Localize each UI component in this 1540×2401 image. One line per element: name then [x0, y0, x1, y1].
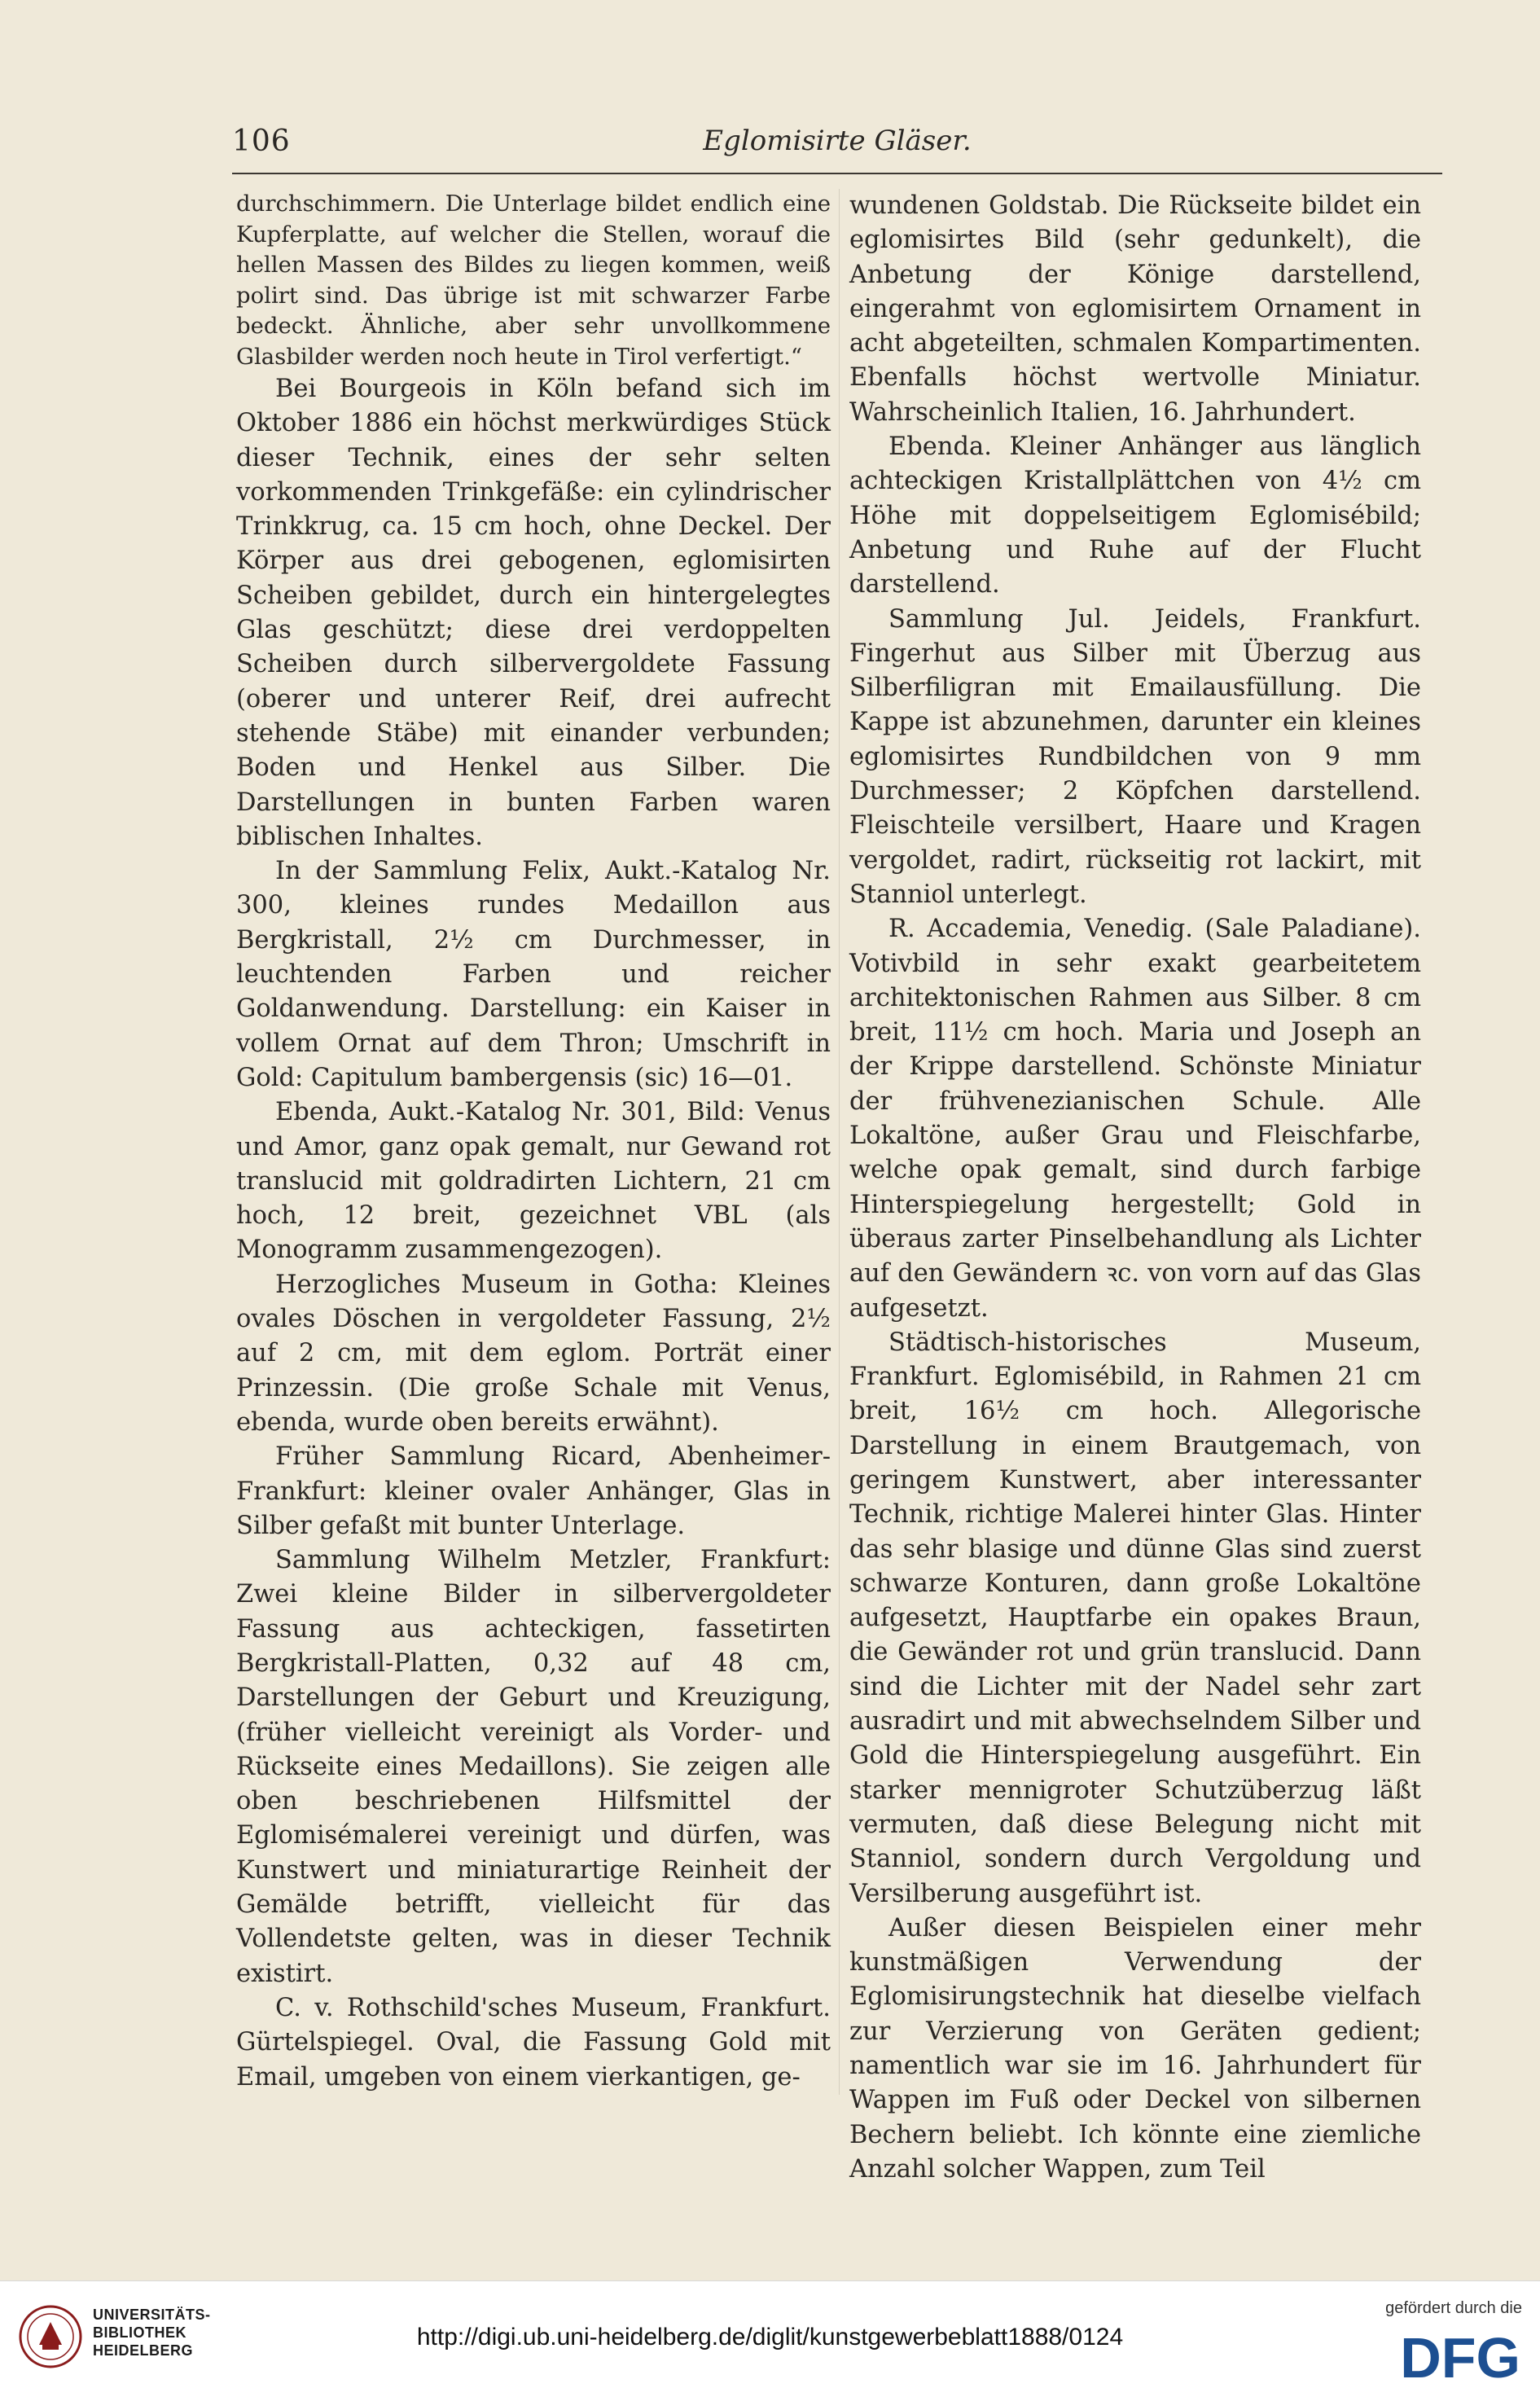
library-name: UNIVERSITÄTS- BIBLIOTHEK HEIDELBERG — [93, 2307, 211, 2359]
paragraph: Sammlung Jul. Jeidels, Frankfurt. Fingerhut aus Silber mit Überzug aus Silberfiligran mit Emailausfüllung. Die Kappe ist abzunehmen, darunter ein kleines eglomisirtes Rundbildchen von 9 mm Durchmesser; 2 Köpfchen darstellend. Fleischteile versilbert, Haare und Kragen vergoldet, radirt, rückseitig rot lackirt, mit Stanniol unterlegt. — [849, 604, 1421, 909]
paragraph: C. v. Rothschild'sches Museum, Frankfurt. Gürtelspiegel. Oval, die Fassung Gold mit Email, umgeben von einem vierkantigen, ge- — [236, 1993, 831, 2092]
paragraph: Bei Bourgeois in Köln befand sich im Oktober 1886 ein höchst merkwürdiges Stück dieser Technik, eines der sehr selten vorkommenden Trinkgefäße: ein cylindrischer Trinkkrug, ca. 15 cm hoch, ohne Deckel. Der Körper aus drei gebogenen, eglomisirten Scheiben gebildet, durch ein hintergelegtes Glas geschützt; diese drei verdoppelten Scheiben durch silbervergoldete Fassung (oberer und unterer Reif, drei aufrecht stehende Stäbe) mit einander verbunden; Boden und Henkel aus Silber. Die Darstellungen in bunten Farben waren biblischen Inhaltes. — [236, 375, 831, 851]
paragraph: Früher Sammlung Ricard, Abenheimer-Frankfurt: kleiner ovaler Anhänger, Glas in Silber gefaßt mit bunter Unterlage. — [236, 1442, 831, 1540]
funded-by-label: gefördert durch die — [1385, 2299, 1522, 2317]
source-url-link[interactable]: http://digi.ub.uni-heidelberg.de/diglit/kunstgewerbeblatt1888/0124 — [416, 2324, 1124, 2351]
column-gutter — [839, 189, 840, 2095]
paragraph: Ebenda, Aukt.-Katalog Nr. 301, Bild: Venus und Amor, ganz opak gemalt, nur Gewand rot translucid mit goldradirten Lichtern, 21 cm hoch, 12 breit, gezeichnet VBL (als Monogramm zusammengezogen). — [236, 1098, 831, 1265]
left-column — [236, 189, 831, 2095]
dfg-funding[interactable] — [1335, 2299, 1522, 2389]
paragraph: Ebenda. Kleiner Anhänger aus länglich achteckigen Kristallplättchen von 4½ cm Höhe mit doppelseitigem Eglomisébild; Anbetung und Ruhe auf der Flucht darstellend. — [849, 432, 1421, 599]
page-header — [232, 118, 1442, 167]
paragraph: wundenen Goldstab. Die Rückseite bildet ein eglomisirtes Bild (sehr gedunkelt), die Anbetung der Könige darstellend, eingerahmt von eglomisirtem Ornament in acht abgeteilten, schmalen Kompartimenten. Ebenfalls höchst wertvolle Miniatur. Wahrscheinlich Italien, 16. Jahrhundert. — [849, 191, 1421, 427]
paragraph: R. Accademia, Venedig. (Sale Paladiane). Votivbild in sehr exakt gearbeitetem architektonischen Rahmen aus Silber. 8 cm breit, 11½ cm hoch. Maria und Joseph an der Krippe darstellend. Schönste Miniatur der frühvenezianischen Schule. Alle Lokaltöne, außer Grau und Fleischfarbe, welche opak gemalt, sind durch farbige Hinterspiegelung hergestellt; Gold in überaus zarter Pinselbehandlung als Lichter auf den Gewändern ꝛc. von vorn auf das Glas aufgesetzt. — [849, 915, 1421, 1323]
paragraph: Sammlung Wilhelm Metzler, Frankfurt: Zwei kleine Bilder in silbervergoldeter Fassung aus achteckigen, fassetirten Bergkristall-Platten, 0,32 auf 48 cm, Darstellungen der Geburt und Kreuzigung, (früher vielleicht vereinigt als Vorder- und Rückseite eines Medaillons). Sie zeigen alle oben beschriebenen Hilfsmittel der Eglomisémalerei vereinigt und dürfen, was Kunstwert und miniaturartige Reinheit der Gemälde betrifft, vielleicht für das Vollendetste gelten, was in dieser Technik existirt. — [236, 1546, 831, 1988]
paragraph: durchschimmern. Die Unterlage bildet endlich eine Kupferplatte, auf welcher die Stellen, worauf die hellen Massen des Bildes zu liegen kommen, weiß polirt sind. Das übrige ist mit schwarzer Farbe bedeckt. Ähnliche, aber sehr unvollkommene Glasbilder werden noch heute in Tirol verfertigt.“ — [236, 191, 831, 370]
right-column — [849, 189, 1421, 2187]
header-rule — [232, 173, 1442, 174]
paragraph: Herzogliches Museum in Gotha: Kleines ovales Döschen in vergoldeter Fassung, 2½ auf 2 cm, mit dem eglom. Porträt einer Prinzessin. (Die große Schale mit Venus, ebenda, wurde oben bereits erwähnt). — [236, 1270, 831, 1437]
paragraph: In der Sammlung Felix, Aukt.-Katalog Nr. 300, kleines rundes Medaillon aus Bergkristall, 2½ cm Durchmesser, in leuchtenden Farben und reicher Goldanwendung. Darstellung: ein Kaiser in vollem Ornat auf dem Thron; Umschrift in Gold: Capitulum bambergensis (sic) 16—01. — [236, 857, 831, 1092]
dfg-logo-icon — [1384, 2325, 1522, 2384]
paragraph: Städtisch-historisches Museum, Frankfurt. Eglomisébild, in Rahmen 21 cm breit, 16½ cm hoch. Allegorische Darstellung in einem Brautgemach, von geringem Kunstwert, aber interessanter Technik, richtige Malerei hinter Glas. Hinter das sehr blasige und dünne Glas sind zuerst schwarze Konturen, dann große Lokaltöne aufgesetzt, Hauptfarbe ein opakes Braun, die Gewänder rot und grün translucid. Dann sind die Lichter mit der Nadel sehr zart ausradirt und mit abwechselndem Silber und Gold die Hinterspiegelung ausgeführt. Ein starker mennigroter Schutzüberzug läßt vermuten, daß diese Belegung nicht mit Stanniol, sondern durch Vergoldung und Versilberung ausgeführt ist. — [849, 1328, 1421, 1908]
page-number: 106 — [232, 125, 291, 158]
paragraph: Außer diesen Beispielen einer mehr kunstmäßigen Verwendung der Eglomisirungstechnik hat dieselbe vielfach zur Verzierung von Geräten gedient; namentlich war sie im 16. Jahrhundert für Wappen im Fuß oder Deckel von silbernen Bechern beliebt. Ich könnte eine ziemliche Anzahl solcher Wappen, zum Teil — [849, 1913, 1421, 2184]
running-title: Eglomisirte Gläser. — [703, 125, 972, 157]
svg-text:DFG: DFG — [1400, 2326, 1520, 2384]
digitization-footer — [0, 2280, 1540, 2401]
